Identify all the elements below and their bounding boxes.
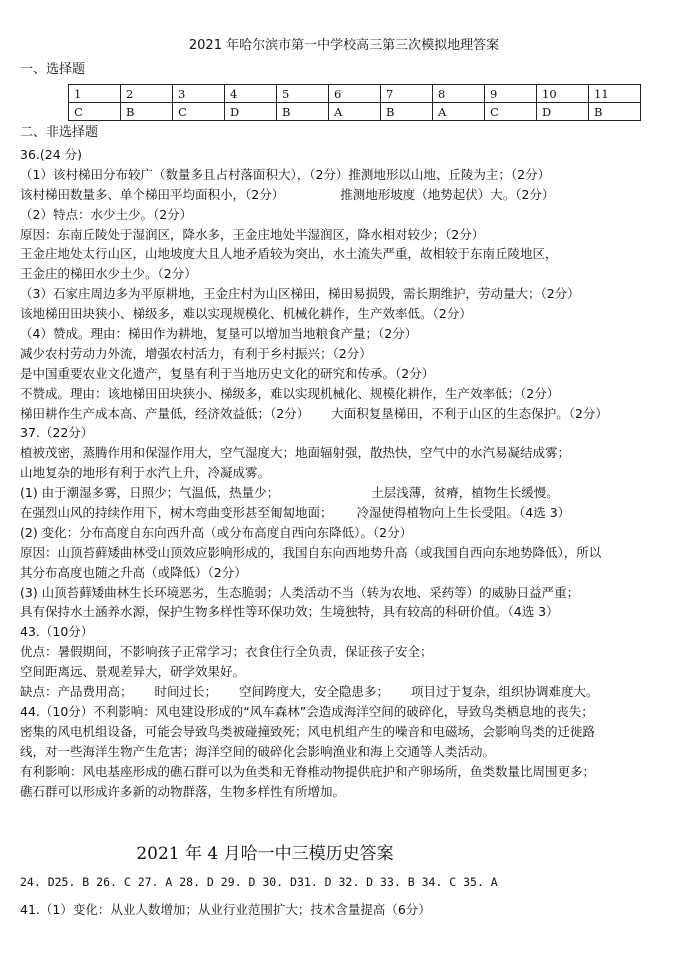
text-line: (3) 山顶苔藓矮曲林生长环境恶劣，生态脆弱；人类活动不当（转为农地、采药等）的威胁日益严重； bbox=[20, 584, 580, 600]
history-q41-answer: 41.（1）变化：从业人数增加；从业行业范围扩大；技术含量提高（6分） bbox=[20, 902, 431, 917]
text-segment: 空间跨度大，安全隐患多； bbox=[239, 684, 390, 700]
text-line: 植被茂密，蒸腾作用和保湿作用大，空气湿度大；地面辐射强，散热快，空气中的水汽易凝结成雾； bbox=[20, 445, 571, 461]
question-number-cell: 1 bbox=[69, 85, 121, 103]
question-number-cell: 6 bbox=[329, 85, 381, 103]
text-line: 密集的风电机组设备，可能会导致鸟类被碰撞致死；风电机组产生的噪音和电磁场，会影响鸟类的迁徙路 bbox=[20, 723, 596, 739]
text-line: （2）特点：水少土少。（2分） bbox=[20, 206, 193, 222]
question-number-cell: 10 bbox=[537, 85, 589, 103]
text-line: 空间距离远、景观差异大，研学效果好。 bbox=[20, 664, 246, 680]
text-segment: 项目过于复杂，组织协调难度大。 bbox=[411, 684, 599, 700]
page-title: 2021 年哈尔滨市第一中学校高三第三次模拟地理答案 bbox=[188, 38, 500, 53]
text-line: 礁石群可以形成许多新的动物群落，生物多样性有所增加。 bbox=[20, 783, 346, 799]
text-line bbox=[20, 503, 680, 523]
section-heading-nonchoice: 二、非选择题 bbox=[20, 125, 99, 140]
answer-cell: B bbox=[277, 103, 329, 121]
text-segment: (1) 由于潮湿多雾，日照少；气温低，热量少； bbox=[20, 485, 280, 501]
text-line: 37.（22分） bbox=[20, 425, 94, 441]
answer-cell: B bbox=[121, 103, 173, 121]
answer-cell: B bbox=[589, 103, 641, 121]
text-line bbox=[20, 185, 680, 205]
question-number-cell: 5 bbox=[277, 85, 329, 103]
question-number-cell: 4 bbox=[225, 85, 277, 103]
history-choice-answers: 24. D25. B 26. C 27. A 28. D 29. D 30. D31. D 32. D 33. B 34. C 35. A bbox=[20, 875, 498, 889]
answer-table-answer-row bbox=[69, 103, 641, 121]
history-section-title: 2021 年 4 月哈一中三模历史答案 bbox=[136, 844, 394, 864]
section-heading-choice: 一、选择题 bbox=[20, 62, 86, 77]
answer-table-number-row bbox=[69, 85, 641, 103]
text-line bbox=[20, 483, 680, 503]
text-line bbox=[20, 404, 680, 424]
text-segment: 缺点：产品费用高； bbox=[20, 684, 133, 700]
question-number-cell: 11 bbox=[589, 85, 641, 103]
question-number-cell: 7 bbox=[381, 85, 433, 103]
text-segment: 土层浅薄，贫瘠，植物生长缓慢。 bbox=[371, 485, 559, 501]
text-line: 具有保持水土涵养水源，保护生物多样性等环保功效；生境独特，具有较高的科研价值。（4选 3） bbox=[20, 604, 559, 620]
text-line: 原因：山顶苔藓矮曲林受山顶效应影响形成的，我国自东向西地势升高（或我国自西向东地势降低），所以 bbox=[20, 544, 602, 560]
question-number-cell: 8 bbox=[433, 85, 485, 103]
text-line: 山地复杂的地形有利于水汽上升，冷凝成雾。 bbox=[20, 465, 271, 481]
text-line: 优点：暑假期间，不影响孩子正常学习；衣食住行全负责，保证孩子安全； bbox=[20, 644, 433, 660]
answer-cell: D bbox=[225, 103, 277, 121]
text-line: 36.(24 分) bbox=[20, 147, 83, 162]
text-line: 43.（10分） bbox=[20, 624, 94, 640]
answer-cell: C bbox=[485, 103, 537, 121]
text-line: 原因：东南丘陵处于湿润区，降水多，王金庄地处半湿润区，降水相对较少；（2分） bbox=[20, 226, 485, 242]
text-segment: 大面积复垦梯田，不利于山区的生态保护。（2分） bbox=[331, 405, 608, 421]
text-segment: 梯田耕作生产成本高、产量低，经济效益低；（2分） bbox=[20, 405, 310, 421]
text-line: 其分布高度也随之升高（或降低）（2分） bbox=[20, 564, 247, 580]
question-number-cell: 2 bbox=[121, 85, 173, 103]
question-number-cell: 9 bbox=[485, 85, 537, 103]
answer-table bbox=[68, 84, 641, 121]
text-line bbox=[20, 682, 680, 702]
text-line: 44.（10分）不利影响：风电建设形成的“风车森林”会造成海洋空间的破碎化，导致鸟类栖息地的丧失； bbox=[20, 703, 594, 719]
text-line: 有利影响：风电基座形成的礁石群可以为鱼类和无脊椎动物提供庇护和产卵场所，鱼类数量比周围更多； bbox=[20, 763, 596, 779]
text-segment: 推测地形坡度（地势起伏）大。（2分） bbox=[340, 186, 555, 202]
text-segment: 该村梯田数量多、单个梯田平均面积小，（2分） bbox=[20, 186, 285, 202]
text-line: (2) 变化：分布高度自东向西升高（或分布高度自西向东降低）。（2分） bbox=[20, 524, 413, 540]
answer-body bbox=[20, 145, 680, 801]
answer-cell: A bbox=[433, 103, 485, 121]
answer-cell: A bbox=[329, 103, 381, 121]
text-line: 不赞成。理由：该地梯田田块狭小、梯级多，难以实现机械化、规模化耕作，生产效率低；（2分） bbox=[20, 385, 560, 401]
text-line: （3）石家庄周边多为平原耕地，王金庄村为山区梯田，梯田易损毁，需长期维护，劳动量大；（2分） bbox=[20, 286, 580, 302]
text-line: （1）该村梯田分布较广（数量多且占村落面积大），（2分）推测地形以山地、丘陵为主；（2分） bbox=[20, 166, 551, 182]
text-line: （4）赞成。理由：梯田作为耕地，复垦可以增加当地粮食产量；（2分） bbox=[20, 326, 418, 342]
text-line: 减少农村劳动力外流，增强农村活力，有利于乡村振兴；（2分） bbox=[20, 345, 372, 361]
question-number-cell: 3 bbox=[173, 85, 225, 103]
text-line: 王金庄的梯田水少土少。（2分） bbox=[20, 266, 197, 282]
text-line: 是中国重要农业文化遗产，复垦有利于当地历史文化的研究和传承。（2分） bbox=[20, 365, 435, 381]
answer-cell: D bbox=[537, 103, 589, 121]
answer-cell: C bbox=[69, 103, 121, 121]
text-segment: 冷湿使得植物向上生长受阻。（4选 3） bbox=[356, 505, 571, 521]
text-line: 王金庄地处太行山区，山地坡度大且人地矛盾较为突出，水土流失严重，故相较于东南丘陵地区， bbox=[20, 246, 558, 262]
text-line: 线，对一些海洋生物产生危害；海洋空间的破碎化会影响渔业和海上交通等人类活动。 bbox=[20, 743, 496, 759]
text-segment: 时间过长； bbox=[154, 684, 218, 700]
text-segment: 在强烈山风的持续作用下，树木弯曲变形甚至匍匐地面； bbox=[20, 505, 333, 521]
answer-cell: C bbox=[173, 103, 225, 121]
answer-cell: B bbox=[381, 103, 433, 121]
text-line: 该地梯田田块狭小、梯级多，难以实现规模化、机械化耕作，生产效率低。（2分） bbox=[20, 306, 472, 322]
